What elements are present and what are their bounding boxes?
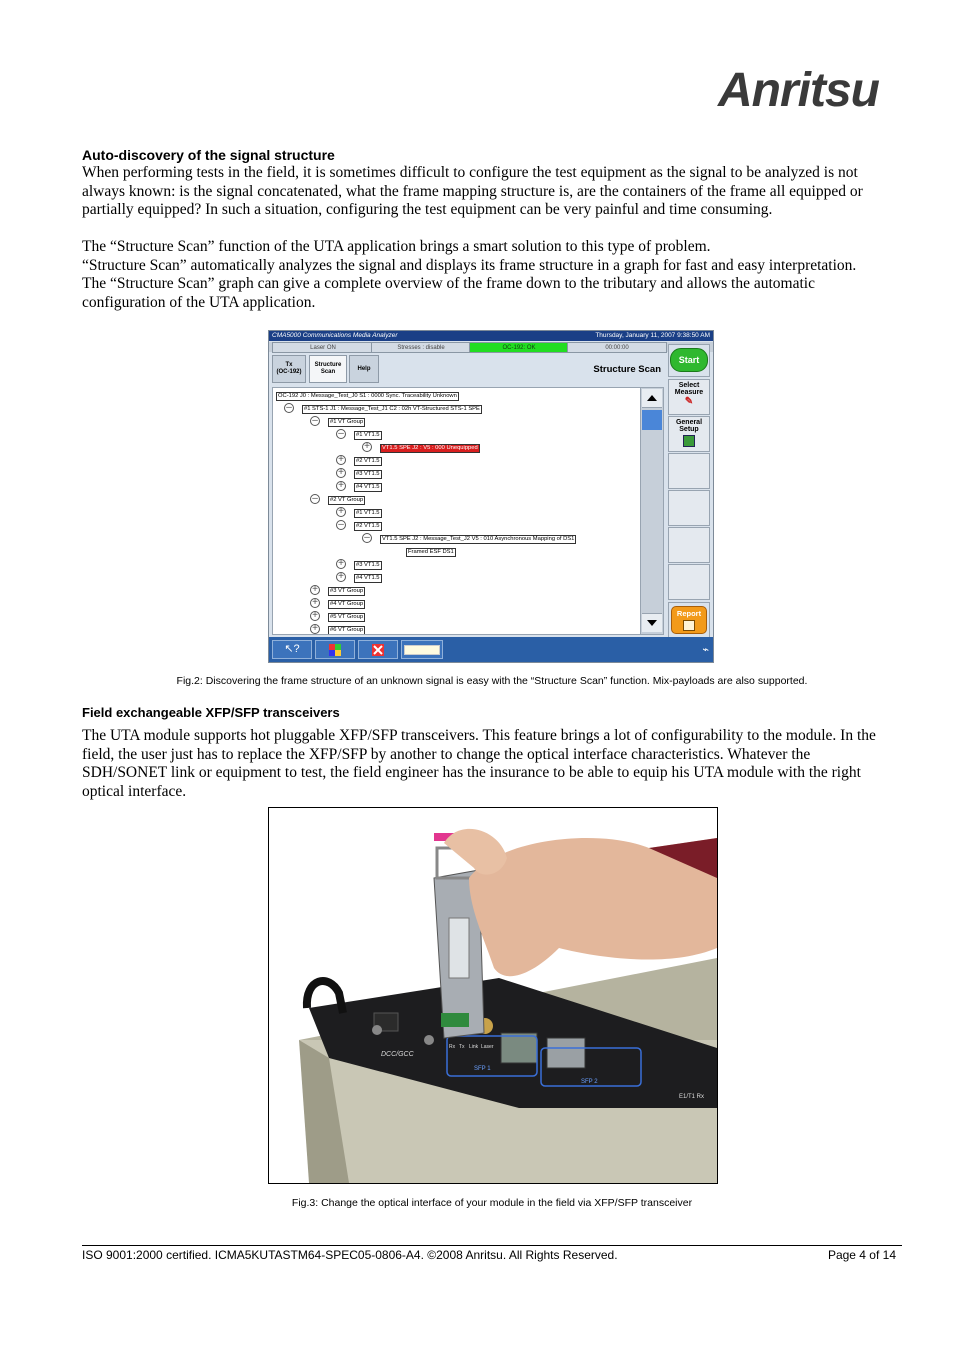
tree-node-vt15[interactable]: #1 VT1.5 bbox=[356, 510, 380, 516]
status-bar bbox=[269, 342, 713, 352]
footer-page-number: Page 4 of 14 bbox=[827, 1248, 896, 1262]
svg-text:Anritsu: Anritsu bbox=[718, 64, 879, 114]
select-label: Select bbox=[678, 382, 700, 389]
tab-tx[interactable] bbox=[272, 355, 306, 383]
tab-tx-label: Tx bbox=[285, 362, 293, 368]
paragraph-structure-scan-3: The “Structure Scan” graph can give a complete overview of the frame down to the tributary and allows the automatic configuration of the UTA application. bbox=[82, 275, 815, 311]
anritsu-logo bbox=[716, 62, 904, 114]
label-sfp2: SFP 2 bbox=[581, 1079, 598, 1085]
expand-icon[interactable]: + bbox=[336, 507, 346, 517]
tree-node-vt15[interactable]: #3 VT1.5 bbox=[356, 471, 380, 477]
footer-copyright: ISO 9001:2000 certified. ICMA5KUTASTM64-SPEC05-0806-A4. ©2008 Anritsu. All Rights Reserved. bbox=[82, 1248, 618, 1262]
tree-node-vt-group[interactable]: #6 VT Group bbox=[330, 627, 364, 633]
collapse-icon[interactable]: – bbox=[336, 520, 346, 530]
tree-node-vt15[interactable]: #1 VT1.5 bbox=[356, 432, 380, 438]
expand-icon[interactable]: + bbox=[336, 572, 346, 582]
collapse-icon[interactable]: – bbox=[362, 533, 372, 543]
transceiver-photo-drawing bbox=[269, 808, 717, 1183]
start-button[interactable] bbox=[668, 344, 710, 377]
tree-node-vt-group[interactable]: #1 VT Group bbox=[330, 419, 364, 425]
measure-label: Measure bbox=[674, 389, 704, 396]
app-datetime: Thursday, January 11, 2007 9:38:50 AM bbox=[595, 332, 710, 339]
label-laser: Laser bbox=[481, 1044, 494, 1050]
collapse-icon[interactable]: – bbox=[336, 429, 346, 439]
setup-label: Setup bbox=[679, 426, 699, 433]
expand-icon[interactable]: + bbox=[336, 481, 346, 491]
close-icon[interactable] bbox=[358, 640, 398, 659]
figure-caption-3: Fig.3: Change the optical interface of your module in the field via XFP/SFP transceiver bbox=[291, 1197, 693, 1209]
expand-icon[interactable]: + bbox=[336, 455, 346, 465]
label-link: Link bbox=[469, 1044, 479, 1050]
paragraph-intro: When performing tests in the field, it is sometimes difficult to configure the test equipment as the signal to be analyzed is not always known: is the signal concatenated, what the frame mapping structure is, are the containers of the frame all equipped or partially equipped? In such a situation, configuring the test equipment can be very painful and time consuming. bbox=[82, 164, 863, 219]
collapse-icon[interactable]: – bbox=[284, 403, 294, 413]
paragraph-xfp-sfp: The UTA module supports hot pluggable XFP/SFP transceivers. This feature brings a lot of configurability to the module. In the field, the user just has to replace the XFP/SFP by another to change the optical interface characteristics. Whatever the SDH/SONET link or equipment to test, the field engineer has the insurance to be able to equip his UTA module with the right optical interface. bbox=[82, 727, 876, 800]
status-laser: Laser ON bbox=[272, 342, 374, 353]
structure-scan-screenshot bbox=[268, 330, 714, 663]
status-stresses: Stresses : disable bbox=[371, 342, 471, 353]
tab-structure-label: Structure bbox=[314, 362, 342, 368]
tree-node-vt15[interactable]: #4 VT1.5 bbox=[356, 575, 380, 581]
label-rx: Rx bbox=[449, 1044, 456, 1050]
setup-icon bbox=[683, 435, 695, 447]
side-button-empty-3[interactable] bbox=[668, 527, 710, 563]
tree-node-vt15[interactable]: #2 VT1.5 bbox=[356, 523, 380, 529]
paragraph-structure-scan-2: “Structure Scan” automatically analyzes the signal and displays its frame structure in a graph for fast and easy interpretation. bbox=[82, 257, 857, 274]
start-button-label: Start bbox=[670, 348, 708, 372]
tree-node-oc192[interactable]: OC-192 J0 : Message_Test_J0 S1 : 0000 Sync. Traceability Unknown bbox=[278, 393, 457, 399]
collapse-icon[interactable]: – bbox=[310, 494, 320, 504]
figure-caption-2: Fig.2: Discovering the frame structure of an unknown signal is easy with the “Structure Scan” function. Mix-payloads are also supported. bbox=[176, 675, 808, 687]
report-button[interactable] bbox=[668, 602, 710, 638]
tree-node-vt-group[interactable]: #3 VT Group bbox=[330, 588, 364, 594]
palette-icon[interactable] bbox=[315, 640, 355, 659]
report-button-label: Report bbox=[676, 609, 702, 618]
tab-structure-sublabel: Scan bbox=[320, 369, 336, 375]
tree-node-async-mapping[interactable]: VT1.5 SPE J2 : Message_Test_J2 V5 : 010 Asynchronous Mapping of DS1 bbox=[382, 536, 575, 542]
app-title: CMA5000 Communications Media Analyzer bbox=[272, 332, 398, 339]
expand-icon[interactable]: + bbox=[310, 598, 320, 608]
section-heading-auto-discovery: Auto-discovery of the signal structure bbox=[82, 147, 335, 163]
expand-icon[interactable]: + bbox=[310, 611, 320, 621]
label-e1t1: E1/T1 Rx bbox=[679, 1094, 705, 1100]
measure-icon: ✎ bbox=[684, 396, 694, 407]
tree-node-vt-group[interactable]: #4 VT Group bbox=[330, 601, 364, 607]
expand-icon[interactable]: + bbox=[336, 468, 346, 478]
scroll-thumb[interactable] bbox=[642, 410, 662, 430]
network-icon: ⌁ bbox=[702, 644, 709, 656]
transceiver-photo bbox=[268, 807, 718, 1184]
select-measure-button[interactable] bbox=[668, 379, 710, 415]
tab-help[interactable] bbox=[349, 355, 379, 383]
collapse-icon[interactable]: – bbox=[310, 416, 320, 426]
side-button-empty-2[interactable] bbox=[668, 490, 710, 526]
expand-icon[interactable]: + bbox=[310, 624, 320, 634]
side-button-empty-1[interactable] bbox=[668, 453, 710, 489]
tree-node-vt-group[interactable]: #2 VT Group bbox=[330, 497, 364, 503]
side-button-panel bbox=[668, 344, 711, 640]
tab-help-label: Help bbox=[357, 366, 371, 372]
tree-node-sts1[interactable]: #1 STS-1 J1 : Message_Test_J1 C2 : 02h VT-Structured STS-1 SPE bbox=[304, 406, 480, 412]
tree-node-unequipped[interactable]: VT1.5 SPE J2 : V5 : 000 Unequipped bbox=[382, 445, 478, 451]
expand-icon[interactable]: + bbox=[336, 559, 346, 569]
status-signal: OC-192: OK bbox=[469, 342, 569, 353]
tree-node-vt15[interactable]: #2 VT1.5 bbox=[356, 458, 380, 464]
tab-tx-sublabel: (OC-192) bbox=[276, 369, 302, 375]
tree-node-framed-esf[interactable]: Framed ESF DS1 bbox=[408, 549, 454, 555]
label-tx: Tx bbox=[459, 1044, 465, 1050]
pane-title: Structure Scan bbox=[593, 364, 661, 375]
tab-bar bbox=[272, 355, 639, 385]
expand-icon[interactable]: + bbox=[310, 585, 320, 595]
bottom-toolbar bbox=[269, 637, 713, 662]
section-heading-xfp-sfp: Field exchangeable XFP/SFP transceivers bbox=[82, 705, 340, 720]
tree-node-vt-group[interactable]: #5 VT Group bbox=[330, 614, 364, 620]
label-dcc-gcc: DCC/GCC bbox=[381, 1051, 414, 1058]
scroll-up-arrow-icon[interactable] bbox=[642, 389, 662, 408]
blank-icon[interactable] bbox=[401, 640, 443, 659]
tree-scrollbar[interactable] bbox=[640, 387, 664, 635]
general-label: General bbox=[675, 419, 703, 426]
side-button-empty-4[interactable] bbox=[668, 564, 710, 600]
label-sfp1: SFP 1 bbox=[474, 1066, 491, 1072]
app-titlebar bbox=[269, 331, 713, 341]
help-icon[interactable]: ↖? bbox=[272, 640, 312, 659]
structure-tree[interactable] bbox=[272, 387, 642, 635]
scroll-down-arrow-icon[interactable] bbox=[642, 613, 662, 632]
expand-icon[interactable]: + bbox=[362, 442, 372, 452]
tab-structure-scan[interactable] bbox=[309, 355, 347, 383]
tree-node-vt15[interactable]: #3 VT1.5 bbox=[356, 562, 380, 568]
general-setup-button[interactable] bbox=[668, 416, 710, 452]
report-icon bbox=[683, 620, 695, 631]
footer-divider bbox=[82, 1245, 902, 1246]
paragraph-structure-scan-1: The “Structure Scan” function of the UTA application brings a smart solution to this type of problem. bbox=[82, 238, 711, 255]
status-timer: 00:00:00 bbox=[567, 342, 667, 353]
tree-node-vt15[interactable]: #4 VT1.5 bbox=[356, 484, 380, 490]
